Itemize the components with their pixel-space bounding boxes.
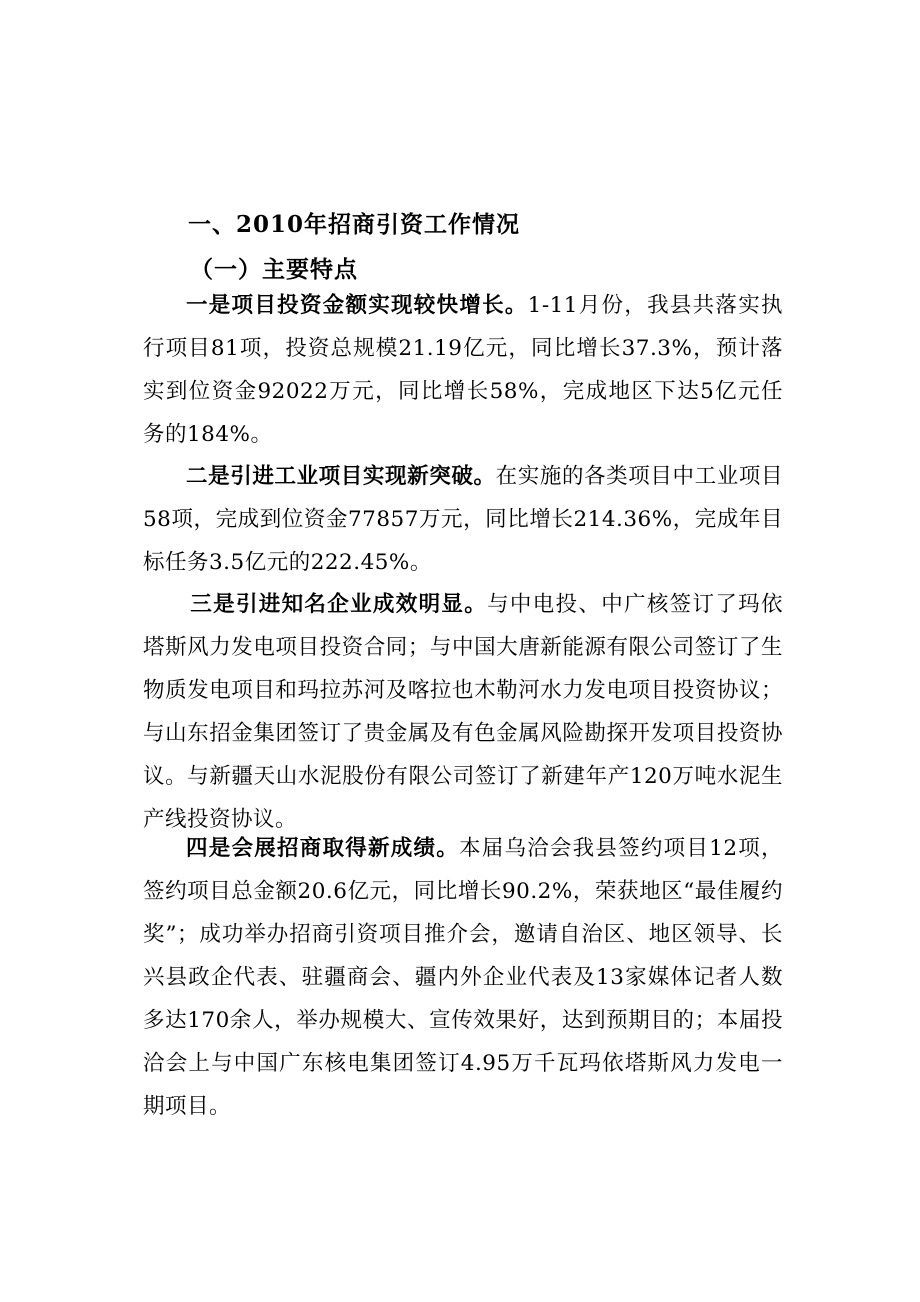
- paragraph-exhibition-investment: [143, 827, 783, 1128]
- paragraph-lead: 一是项目投资金额实现较快增长。: [186, 293, 528, 318]
- paragraph-body: 本届乌洽会我县签约项目12项，签约项目总金额20.6亿元，同比增长90.2%，荣获地区“最佳履约奖”；成功举办招商引资项目推介会，邀请自治区、地区领导、长兴县政企代表、驻疆商会、疆内外企业代表及13家媒体记者人数多达170余人，举办规模大、宣传效果好，达到预期目的；本届投洽会上与中国广东核电集团签订4.95万千瓦玛依塔斯风力发电一期项目。: [143, 836, 783, 1119]
- paragraph-body: 在实施的各类项目中工业项目58项，完成到位资金77857万元，同比增长214.36%，完成年目标任务3.5亿元的222.45%。: [143, 464, 783, 575]
- subsection-heading: （一）主要特点: [190, 256, 358, 283]
- paragraph-lead: 二是引进工业项目实现新突破。: [186, 464, 496, 489]
- paragraph-body: 与中电投、中广核签订了玛依塔斯风力发电项目投资合同；与中国大唐新能源有限公司签订了生物质发电项目和玛拉苏河及喀拉也木勒河水力发电项目投资协议；与山东招金集团签订了贵金属及有色金属风险勘探开发项目投资协议。与新疆天山水泥股份有限公司签订了新建年产120万吨水泥生产线投资协议。: [143, 592, 783, 832]
- paragraph-body: 1-11月份，我县共落实执行项目81项，投资总规模21.19亿元，同比增长37.3%，预计落实到位资金92022万元，同比增长58%，完成地区下达5亿元任务的184%。: [143, 293, 783, 447]
- paragraph-lead: 四是会展招商取得新成绩。: [186, 836, 459, 861]
- section-heading: 一、2010年招商引资工作情况: [188, 211, 521, 238]
- paragraph-known-enterprises: [143, 583, 783, 841]
- paragraph-lead: 三是引进知名企业成效明显。: [190, 592, 488, 617]
- paragraph-investment-growth: [143, 284, 783, 456]
- paragraph-industrial-projects: [143, 455, 783, 584]
